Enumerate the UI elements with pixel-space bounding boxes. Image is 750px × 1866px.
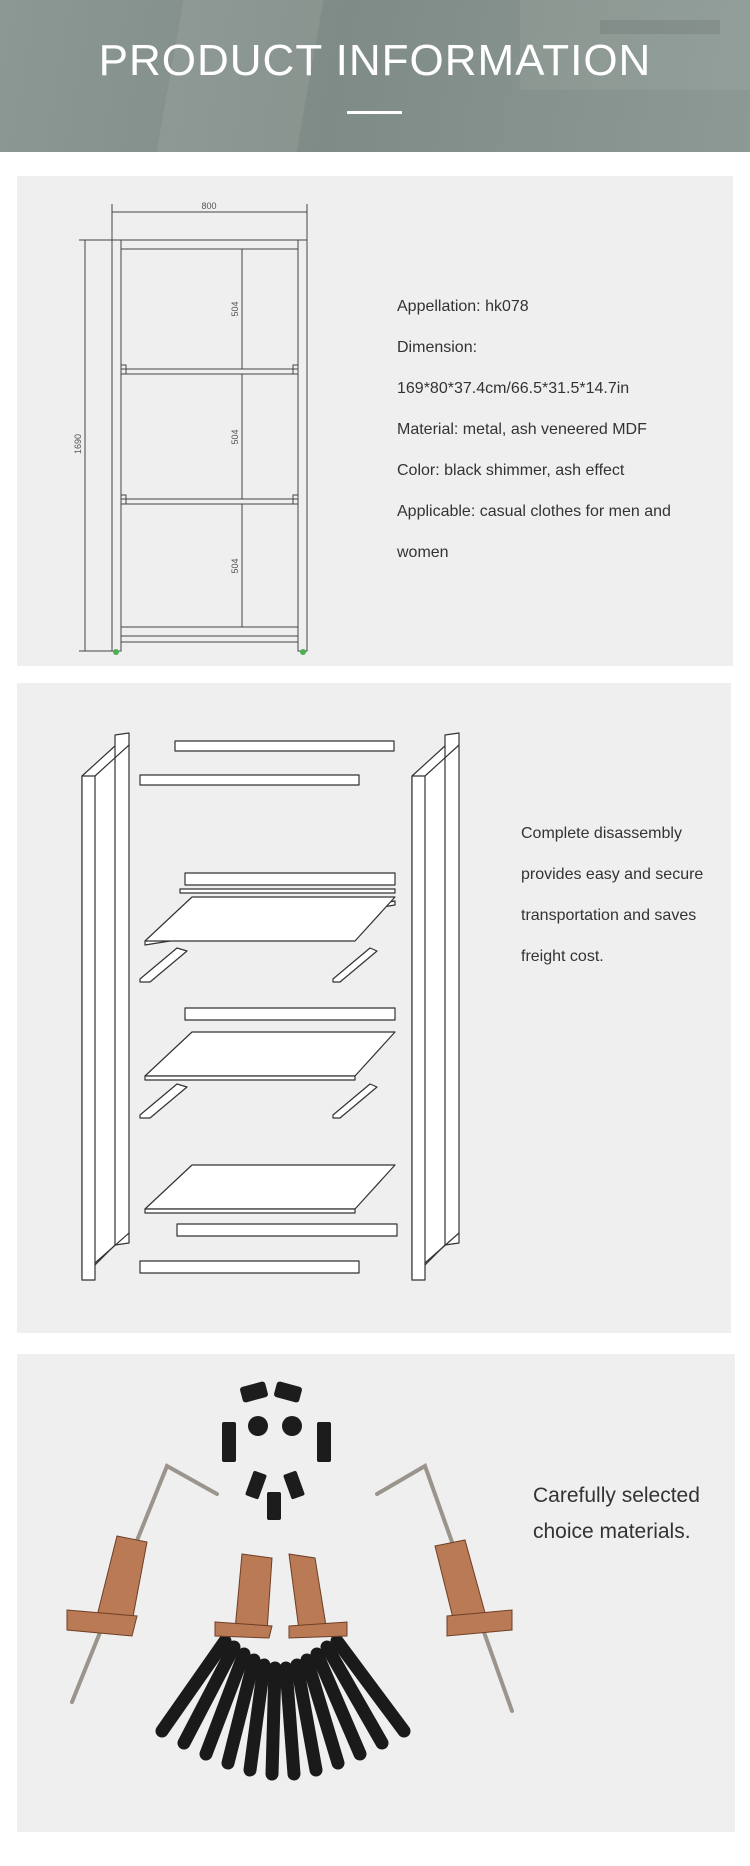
spec-list	[397, 286, 717, 573]
title-underline	[347, 111, 402, 114]
page-title: PRODUCT INFORMATION	[98, 36, 652, 85]
specs-panel	[17, 176, 733, 666]
materials-panel	[17, 1354, 735, 1832]
disassembly-text: Complete disassembly provides easy and secure transportation and saves freight cost.	[521, 825, 704, 965]
header-banner	[0, 0, 750, 152]
spec-appellation: Appellation: hk078	[397, 298, 529, 315]
foot-marker	[300, 649, 306, 655]
banner-texture	[600, 20, 720, 34]
exploded-assembly-drawing	[17, 683, 731, 1333]
shelf-gap-label: 504	[230, 301, 240, 317]
spec-dimension-label: Dimension:	[397, 339, 478, 356]
height-label: 1690	[73, 433, 83, 455]
foot-marker	[113, 649, 119, 655]
shelf-gap-label: 504	[230, 429, 240, 445]
width-label: 800	[201, 201, 217, 211]
spec-applicable: Applicable: casual clothes for men and	[397, 503, 671, 520]
shelf-gap-label: 504	[230, 558, 240, 574]
hardware-illustration	[17, 1354, 735, 1832]
disassembly-panel	[17, 683, 731, 1333]
spec-dimension-value: 169*80*37.4cm/66.5*31.5*14.7in	[397, 380, 630, 397]
spec-applicable-cont: women	[397, 544, 449, 561]
spec-material: Material: metal, ash veneered MDF	[397, 421, 647, 438]
spec-color: Color: black shimmer, ash effect	[397, 462, 625, 479]
materials-text: Carefully selected choice materials.	[533, 1484, 700, 1543]
